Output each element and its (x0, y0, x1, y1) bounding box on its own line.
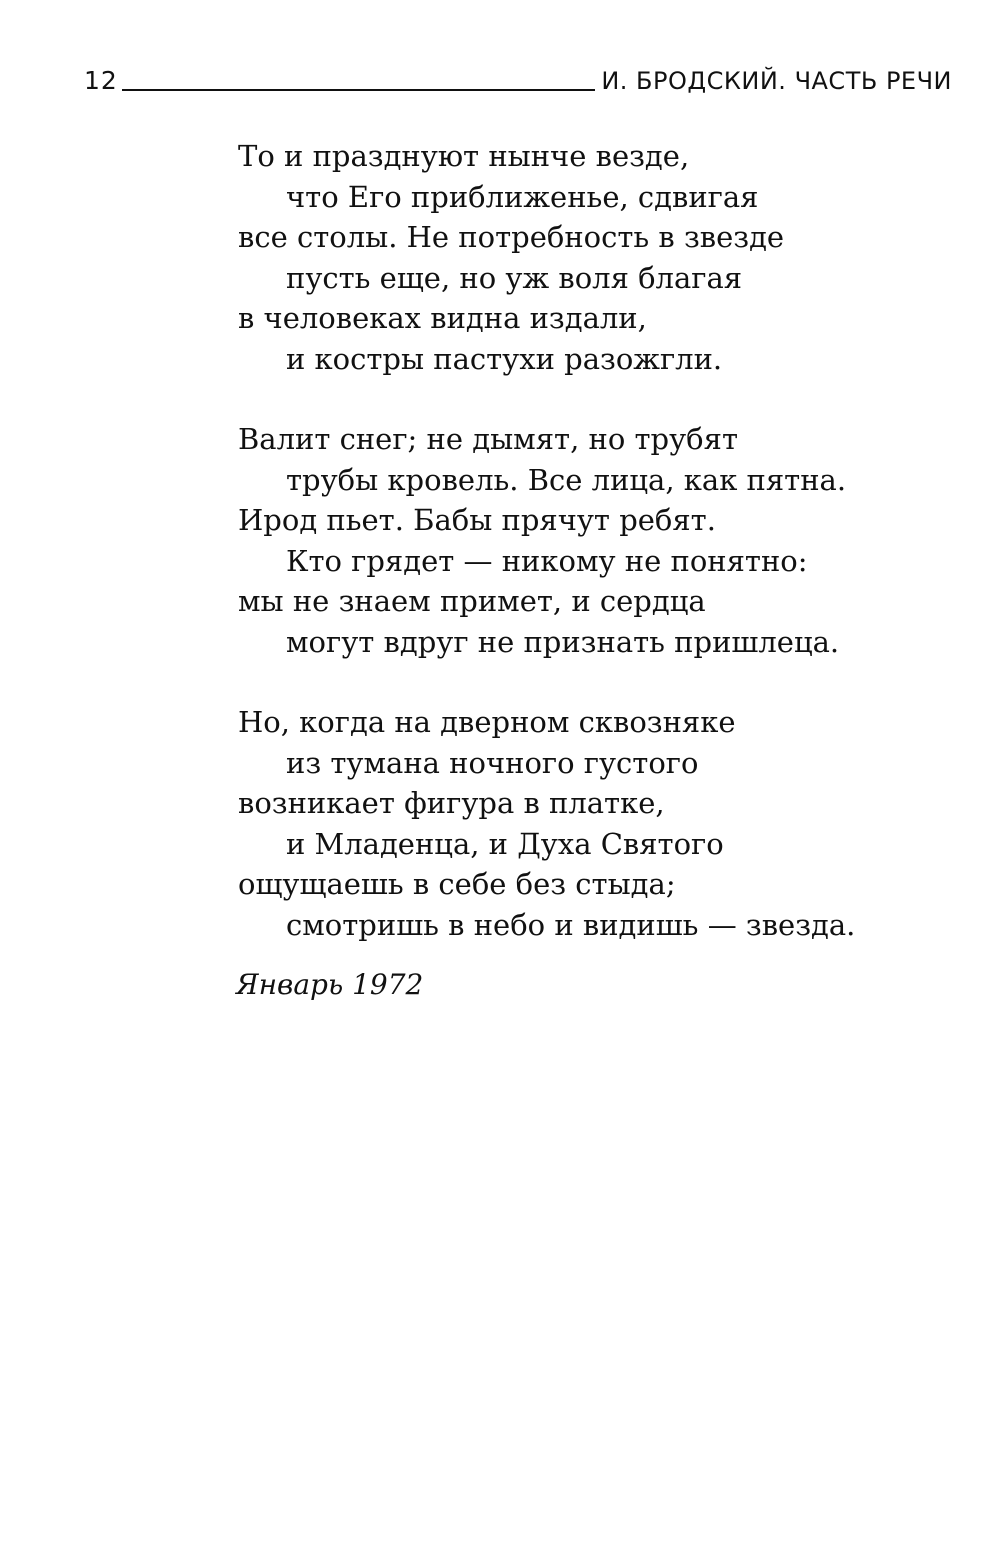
poem-line: и костры пастухи разожгли. (286, 341, 723, 376)
poem-line: Валит снег; не дымят, но трубят (238, 422, 738, 456)
poem-line: трубы кровель. Все лица, как пятна. (286, 462, 847, 497)
running-header (84, 60, 952, 100)
poem-line: в человеках видна издали, (238, 301, 647, 335)
poem-line: То и празднуют нынче везде, (238, 139, 690, 173)
poem-line: из тумана ночного густого (286, 745, 699, 780)
running-title: И. БРОДСКИЙ. ЧАСТЬ РЕЧИ (601, 67, 952, 95)
poem-line: все столы. Не потребность в звезде (238, 220, 785, 254)
poem-line: пусть еще, но уж воля благая (286, 260, 743, 295)
poem-date: Январь 1972 (236, 968, 424, 1001)
poem-line: смотришь в небо и видишь — звезда. (286, 907, 856, 942)
poem-line: что Его приближенье, сдвигая (286, 179, 759, 214)
stanza-3 (238, 702, 938, 945)
page-number: 12 (84, 66, 118, 95)
poem-line: могут вдруг не признать пришлеца. (286, 624, 840, 659)
poem-line: Кто грядет — никому не понятно: (286, 543, 808, 578)
poem-line: ощущаешь в себе без стыда; (238, 867, 676, 901)
poem-line: и Младенца, и Духа Святого (286, 826, 724, 861)
stanza-1 (238, 136, 938, 379)
poem-line: мы не знаем примет, и сердца (238, 584, 706, 618)
poem-line: возникает фигура в платке, (238, 786, 665, 820)
poem-line: Ирод пьет. Бабы прячут ребят. (238, 503, 716, 537)
poem-line: Но, когда на дверном сквозняке (238, 705, 736, 739)
header-rule (122, 89, 596, 91)
poem (238, 136, 938, 945)
stanza-2 (238, 419, 938, 662)
